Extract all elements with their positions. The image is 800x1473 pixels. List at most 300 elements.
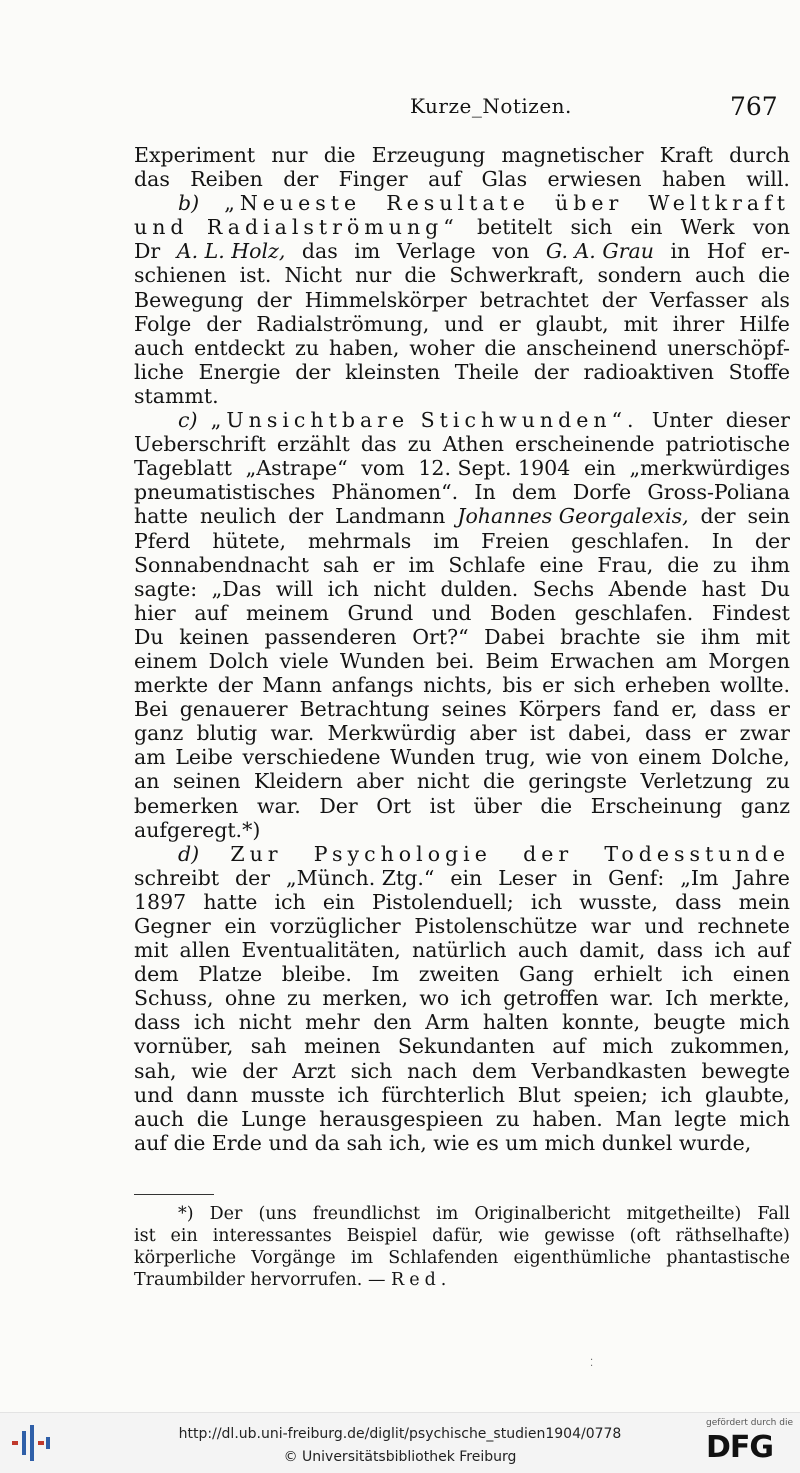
word: Pistolenduell;: [371, 889, 514, 914]
word: Himmelskörper: [304, 287, 467, 312]
word: Mann: [262, 673, 322, 698]
word: Wunden: [339, 648, 425, 673]
word: am: [134, 745, 166, 770]
word: einem: [134, 648, 198, 673]
word: Genf:: [608, 865, 665, 890]
word: es: [476, 1130, 499, 1155]
word: Dabei: [484, 624, 545, 649]
word: „Neueste: [224, 191, 362, 216]
word: die: [483, 769, 515, 794]
word: sich: [573, 673, 616, 698]
word: radioaktiven: [583, 359, 714, 384]
word: er: [767, 697, 790, 722]
word: Arm: [425, 1010, 470, 1035]
word: Jahre: [734, 865, 790, 890]
word: zwar: [739, 721, 790, 746]
word: Sekundanten: [397, 1034, 535, 1059]
word: hatte: [203, 889, 258, 914]
word: erscheinende: [514, 432, 655, 457]
word: dunkel: [601, 1130, 673, 1155]
word: Ich: [665, 986, 698, 1011]
word: mit: [755, 624, 790, 649]
word: Schuss,: [134, 986, 214, 1011]
text-line: [134, 673, 790, 697]
word: rechnete: [697, 914, 790, 938]
word: haben.: [532, 1106, 603, 1131]
word: über: [473, 793, 522, 818]
word: trug,: [484, 745, 536, 770]
word: aber: [469, 721, 517, 746]
word: Leser: [498, 865, 557, 890]
text-line: [134, 818, 790, 842]
word: dabei,: [568, 721, 632, 746]
word: er: [372, 552, 395, 577]
word: Vorgänge: [251, 1248, 336, 1268]
word: sie: [656, 624, 686, 649]
text-line: [134, 721, 790, 745]
word: Red.: [391, 1270, 452, 1290]
text-line: [134, 143, 790, 167]
word: war: [591, 914, 631, 938]
word: zu: [407, 432, 432, 457]
word: der: [754, 528, 790, 553]
footnote: [134, 1203, 790, 1291]
word: viele: [279, 648, 329, 673]
word: zu: [295, 335, 320, 360]
word: auf: [194, 600, 228, 625]
word: dann: [186, 1082, 239, 1107]
word: eine: [539, 552, 584, 577]
word: Bei: [134, 697, 168, 722]
word: war.: [256, 793, 301, 818]
word: mich: [544, 1130, 596, 1155]
text-line: [134, 1034, 790, 1058]
word: Originalbericht: [474, 1204, 611, 1224]
word: Psychologie: [313, 841, 492, 866]
word: wie: [191, 1058, 228, 1083]
word: Dolch: [208, 648, 269, 673]
word: Verfasser: [649, 287, 748, 312]
word: Findest: [711, 600, 790, 625]
word: halten: [482, 1010, 549, 1035]
word: ist: [429, 793, 455, 818]
word: ihrer: [672, 311, 725, 336]
word: nicht: [238, 1010, 292, 1035]
word: dass: [645, 721, 692, 746]
word: —: [367, 1270, 386, 1290]
footnote-rule: [134, 1194, 214, 1195]
word: Gegner: [134, 914, 211, 938]
word: In: [474, 480, 496, 505]
word: Ueberschrift: [134, 432, 266, 457]
word: genauerer: [179, 697, 288, 722]
text-line: [134, 938, 790, 962]
word: Gang: [518, 962, 574, 987]
word: ohne: [224, 986, 276, 1011]
word: (oft: [629, 1226, 661, 1246]
word: Erwachen: [549, 648, 655, 673]
text-line: [134, 745, 790, 769]
word: Dolche,: [711, 745, 790, 770]
word: dem: [511, 480, 557, 505]
word: Tageblatt: [134, 456, 232, 481]
word: Unter: [651, 408, 713, 433]
word: von: [591, 745, 629, 770]
word: Todesstunde: [604, 841, 790, 866]
word: konnte,: [562, 1010, 641, 1035]
word: er: [704, 721, 727, 746]
word: „Unsichtbare Stichwunden“.: [210, 408, 639, 433]
word: „merkwürdiges: [629, 456, 790, 481]
word: hütete,: [212, 528, 287, 553]
word: Verletzung: [640, 769, 753, 794]
word: hatte: [134, 504, 189, 529]
word: schreibt: [134, 865, 220, 890]
text-line: [134, 504, 790, 528]
text-line: [134, 384, 790, 408]
word: Morgen: [708, 648, 790, 673]
word: bis: [502, 673, 533, 698]
word: ganz: [740, 793, 790, 818]
word: ich: [460, 986, 492, 1011]
word: dass: [675, 889, 722, 914]
word: d): [178, 841, 200, 866]
word: er-: [761, 239, 790, 264]
word: patriotische: [665, 432, 790, 457]
word: wurde,: [678, 1130, 752, 1155]
word: ich: [193, 1010, 226, 1035]
word: Hof: [706, 239, 745, 264]
word: bemerken: [134, 793, 239, 818]
word: Reiben: [190, 167, 263, 192]
word: Leibe: [175, 745, 233, 770]
word: erheben: [624, 673, 711, 698]
word: Platze: [198, 962, 263, 987]
word: wie: [433, 1130, 470, 1155]
word: als: [760, 287, 790, 312]
word: Im: [371, 962, 400, 987]
word: speien;: [573, 1082, 649, 1107]
text-line: [134, 553, 790, 577]
word: schienen: [134, 263, 227, 288]
word: Kleidern: [254, 769, 343, 794]
word: Pistolenschütze: [414, 914, 578, 938]
word: um: [505, 1130, 538, 1155]
word: nur: [271, 143, 308, 167]
word: seines: [441, 697, 507, 722]
text-line: [134, 336, 790, 360]
text-line: [134, 167, 790, 191]
word: aufgeregt.*): [134, 817, 261, 842]
word: der: [283, 167, 319, 192]
word: Folge: [134, 311, 192, 336]
word: mit: [134, 938, 169, 963]
text-line: [134, 408, 790, 432]
word: ein: [322, 889, 355, 914]
word: der: [533, 359, 569, 384]
word: mich: [739, 1106, 790, 1131]
word: dieser: [725, 408, 790, 433]
word: Du: [134, 624, 164, 649]
word: Zur: [230, 841, 283, 866]
word: Körpers: [518, 697, 602, 722]
word: im: [408, 552, 435, 577]
text-line: [134, 1225, 790, 1247]
word: A. L. Holz,: [176, 239, 286, 264]
word: und: [134, 1082, 174, 1107]
word: neulich: [199, 504, 277, 529]
word: die: [196, 1106, 229, 1131]
word: auf: [552, 1034, 586, 1059]
word: Erzeugung: [371, 143, 486, 167]
word: nicht: [373, 576, 426, 601]
word: Wunden: [390, 745, 476, 770]
article-body: [134, 143, 790, 1155]
word: im: [350, 1248, 374, 1268]
word: nur: [355, 263, 392, 288]
word: ein: [583, 456, 616, 481]
word: Grund: [347, 600, 414, 625]
text-line: [134, 962, 790, 986]
text-line: [134, 866, 790, 890]
word: Schlafe: [448, 552, 526, 577]
word: Schwerkraft,: [449, 263, 585, 288]
word: unerschöpf-: [667, 335, 790, 360]
word: ich: [337, 1082, 369, 1107]
word: Fall: [757, 1204, 790, 1224]
word: Bewegung: [134, 287, 244, 312]
word: haben: [661, 167, 726, 192]
word: mit: [623, 311, 658, 336]
word: geringste: [528, 769, 628, 794]
word: Abende: [608, 576, 688, 601]
word: Werk: [680, 215, 735, 240]
word: ganz: [134, 721, 184, 746]
word: passenderen: [264, 624, 397, 649]
word: vorzüglicher: [270, 914, 401, 938]
word: Erscheinung: [590, 793, 723, 818]
word: ein: [450, 865, 483, 890]
word: und: [644, 914, 684, 938]
text-line: [134, 529, 790, 553]
word: körperliche: [134, 1248, 237, 1268]
copyright-notice: © Universitätsbibliothek Freiburg: [283, 1449, 517, 1465]
word: anfangs: [331, 673, 414, 698]
text-line: [134, 432, 790, 456]
word: sein: [747, 504, 790, 529]
word: Schlafenden: [388, 1248, 499, 1268]
word: bei.: [436, 648, 475, 673]
word: von: [752, 215, 790, 240]
text-line: [134, 263, 790, 287]
word: die: [540, 793, 573, 818]
text-line: [134, 577, 790, 601]
word: glaubt,: [535, 311, 609, 336]
word: geschlafen.: [574, 600, 694, 625]
word: „Das: [211, 576, 262, 601]
word: merkte,: [709, 986, 790, 1011]
word: zu: [712, 552, 737, 577]
word: Gross-Poliana: [647, 480, 790, 505]
word: Radialströmung“: [206, 215, 459, 240]
text-line: [134, 1059, 790, 1083]
word: betrachtet: [479, 287, 589, 312]
word: mehr: [305, 1010, 360, 1035]
word: das: [301, 239, 338, 264]
word: natürlich: [412, 938, 507, 963]
word: auf: [134, 1130, 168, 1155]
word: Glas: [481, 167, 528, 192]
word: der: [288, 504, 324, 529]
word: Der: [319, 793, 358, 818]
word: Athen: [442, 432, 504, 457]
word: meinem: [246, 600, 329, 625]
word: die: [758, 263, 790, 288]
word: zu: [765, 769, 790, 794]
word: sagte:: [134, 576, 198, 601]
word: er: [498, 311, 521, 336]
word: „Münch. Ztg.“: [286, 865, 435, 890]
word: ist: [134, 1226, 156, 1246]
word: legte: [674, 1106, 727, 1131]
word: ihm: [700, 624, 741, 649]
word: keinen: [179, 624, 249, 649]
word: sich: [350, 1058, 393, 1083]
word: eigenthümliche: [513, 1248, 652, 1268]
word: ich: [274, 889, 306, 914]
word: freundlichst: [312, 1204, 421, 1224]
word: die: [404, 263, 437, 288]
word: dass: [656, 938, 704, 963]
word: der: [217, 673, 253, 698]
text-line: [134, 1131, 790, 1155]
word: haben,: [329, 335, 400, 360]
word: die: [173, 1130, 206, 1155]
word: auch: [134, 335, 185, 360]
word: von: [492, 239, 530, 264]
word: mein: [738, 889, 790, 914]
word: entdeckt: [194, 335, 286, 360]
page-number: 767: [730, 92, 778, 121]
word: fürchterlich: [381, 1082, 505, 1107]
word: wo: [419, 986, 450, 1011]
word: auch: [694, 263, 746, 288]
word: dass: [709, 697, 756, 722]
word: 12. Sept. 1904: [418, 456, 571, 481]
word: da: [314, 1130, 340, 1155]
word: beugte: [653, 1010, 726, 1035]
word: wusste,: [579, 889, 658, 914]
text-line: [134, 288, 790, 312]
word: Phänomen“.: [331, 480, 459, 505]
word: meinen: [303, 1034, 381, 1059]
word: ein: [630, 215, 663, 240]
word: erzählt: [276, 432, 350, 457]
text-line: [134, 239, 790, 263]
word: sah,: [134, 1058, 177, 1083]
word: hier: [134, 600, 176, 625]
word: der: [242, 1058, 278, 1083]
word: an: [134, 769, 160, 794]
word: ich: [681, 962, 714, 987]
word: merken,: [322, 986, 408, 1011]
word: Eventualitäten,: [241, 938, 401, 963]
word: (uns: [258, 1204, 297, 1224]
word: sondern: [597, 263, 682, 288]
word: bleibe.: [281, 962, 352, 987]
word: der: [601, 287, 637, 312]
text-line: [134, 890, 790, 914]
word: Ort: [376, 793, 412, 818]
dfg-logo: DFG: [706, 1430, 774, 1465]
word: Resultate: [386, 191, 530, 216]
word: dem: [134, 962, 179, 987]
word: Verbandkasten: [531, 1058, 687, 1083]
word: Hilfe: [739, 311, 790, 336]
permalink-url[interactable]: http://dl.ub.uni-freiburg.de/diglit/psychische_studien1904/0778: [178, 1426, 622, 1442]
word: anscheinend: [526, 335, 658, 360]
word: allen: [179, 938, 231, 963]
word: stammt.: [134, 383, 219, 408]
word: Frau,: [597, 552, 654, 577]
word: 1897: [134, 889, 187, 914]
word: brachte: [560, 624, 641, 649]
word: einem: [638, 745, 702, 770]
word: einen: [732, 962, 790, 987]
word: der: [256, 287, 292, 312]
word: wie: [498, 1226, 530, 1246]
text-line: [134, 1203, 790, 1225]
word: ist.: [239, 263, 272, 288]
word: getroffen: [503, 986, 599, 1011]
word: nicht: [416, 769, 470, 794]
word: erhielt: [593, 962, 663, 987]
word: liche: [134, 359, 184, 384]
word: woher: [409, 335, 475, 360]
word: musste: [250, 1082, 325, 1107]
word: sich: [570, 215, 613, 240]
text-line: [134, 1107, 790, 1131]
word: zukommen,: [670, 1034, 790, 1059]
text-line: [134, 986, 790, 1010]
word: b): [178, 191, 200, 216]
word: Energie: [198, 359, 281, 384]
word: ich,: [388, 1130, 427, 1155]
text-line: [134, 697, 790, 721]
word: das: [360, 432, 397, 457]
word: seinen: [172, 769, 241, 794]
word: der: [700, 504, 736, 529]
word: ich: [530, 889, 563, 914]
word: ich: [660, 1082, 693, 1107]
text-line: [134, 1010, 790, 1034]
word: mich: [739, 1010, 790, 1035]
word: sah: [250, 1034, 287, 1059]
word: die: [484, 335, 517, 360]
word: die: [323, 143, 356, 167]
word: und: [444, 311, 484, 336]
word: war.: [609, 986, 654, 1011]
word: erwiesen: [547, 167, 642, 192]
word: ich: [327, 576, 359, 601]
word: phantastische: [666, 1248, 790, 1268]
word: und: [268, 1130, 309, 1155]
word: wollte.: [720, 673, 790, 698]
word: Radialströmung,: [256, 311, 430, 336]
word: fand: [613, 697, 660, 722]
word: das: [134, 167, 170, 192]
word: Weltkraft: [648, 191, 790, 216]
